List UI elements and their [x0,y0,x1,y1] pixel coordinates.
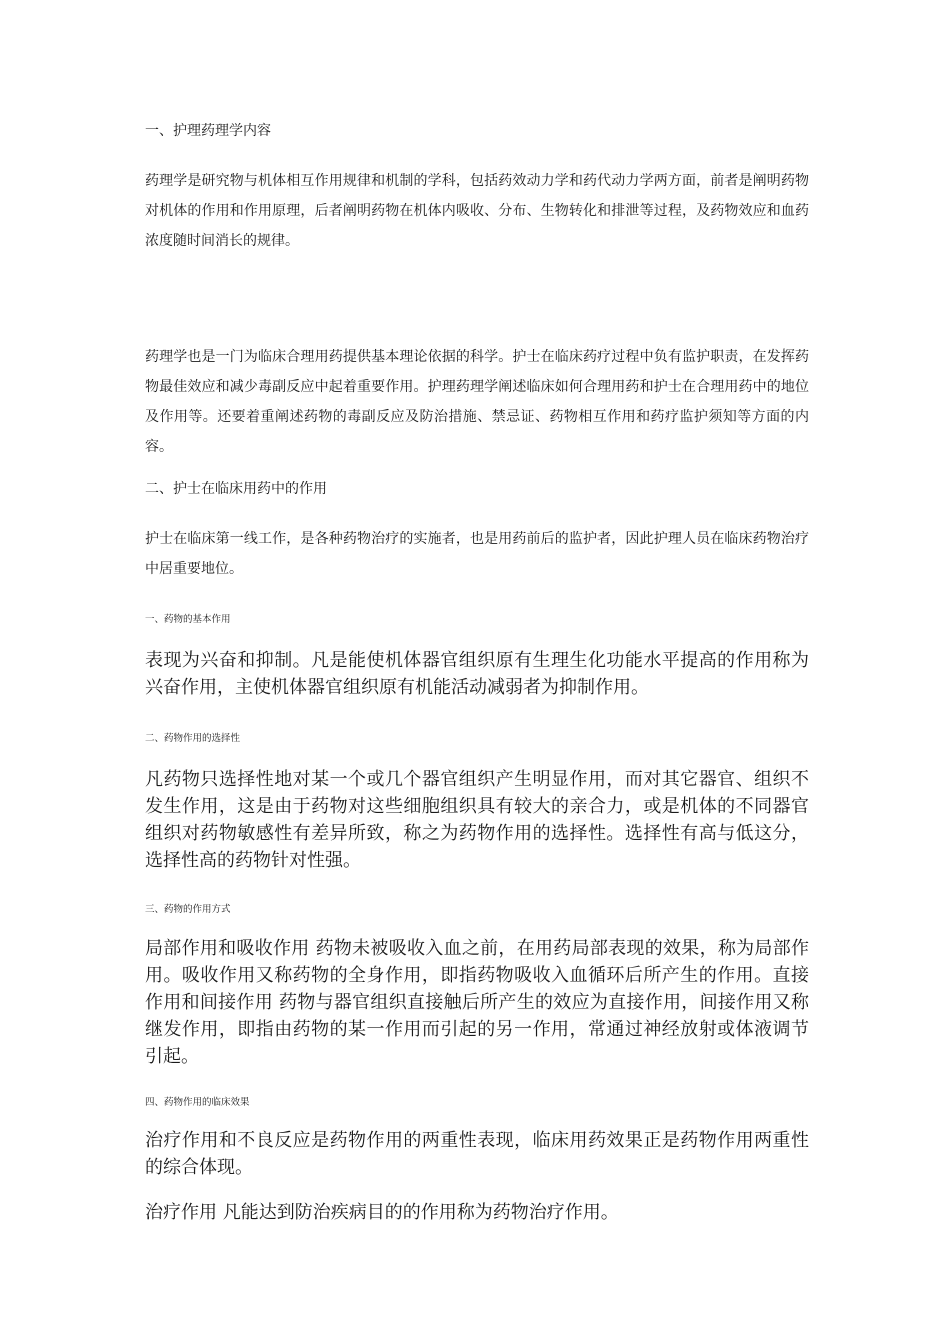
paragraph-pharmacology-definition: 药理学是研究物与机体相互作用规律和机制的学科，包括药效动力学和药代动力学两方面，前者是阐明药物对机体的作用和作用原理，后者阐明药物在机体内吸收、分布、生物转化和排泄等过程，及药物效应和血药浓度随时间消长的规律。 [145,173,809,249]
paragraph-clinical-effect: 治疗作用和不良反应是药物作用的两重性表现，临床用药效果正是药物作用两重性的综合体现。 [145,1130,809,1178]
paragraph-clinical-drug-use: 药理学也是一门为临床合理用药提供基本理论依据的科学。护士在临床药疗过程中负有监护职责，在发挥药物最佳效应和减少毒副反应中起着重要作用。护理药理学阐述临床如何合理用药和护士在合理用药中的地位及作用等。还要着重阐述药物的毒副反应及防治措施、禁忌证、药物相互作用和药疗监护须知等方面的内容。 [145,349,809,455]
paragraph-selectivity: 凡药物只选择性地对某一个或几个器官组织产生明显作用，而对其它器官、组织不发生作用，这是由于药物对这些细胞组织具有较大的亲合力，或是机体的不同器官组织对药物敏感性有差异所致，称之为药物作用的选择性。选择性有高与低这分，选择性高的药物针对性强。 [145,769,809,871]
subsection-heading-action-mode: 三、药物的作用方式 [145,904,231,915]
paragraph-therapeutic-effect: 治疗作用 凡能达到防治疾病目的的作用称为药物治疗作用。 [145,1202,619,1223]
paragraph-action-mode: 局部作用和吸收作用 药物未被吸收入血之前，在用药局部表现的效果，称为局部作用。吸收作用又称药物的全身作用，即指药物吸收入血循环后所产生的作用。直接作用和间接作用 药物与器官组织直接触后所产生的效应为直接作用，间接作用又称继发作用，即指由药物的某一作用而引起的另一作用，常通过神经放射或体液调节引起。 [145,938,809,1067]
paragraph-nurse-role: 护士在临床第一线工作，是各种药物治疗的实施者，也是用药前后的监护者，因此护理人员在临床药物治疗中居重要地位。 [145,531,809,577]
subsection-heading-clinical-effect: 四、药物作用的临床效果 [145,1097,250,1108]
section-heading-nurse-role: 二、护士在临床用药中的作用 [145,481,327,497]
paragraph-basic-action: 表现为兴奋和抑制。凡是能使机体器官组织原有生理生化功能水平提高的作用称为兴奋作用，主使机体器官组织原有机能活动减弱者为抑制作用。 [145,650,809,698]
subsection-heading-basic-action: 一、药物的基本作用 [145,614,231,625]
subsection-heading-selectivity: 二、药物作用的选择性 [145,733,241,744]
section-heading-nursing-pharmacology: 一、护理药理学内容 [145,123,271,139]
